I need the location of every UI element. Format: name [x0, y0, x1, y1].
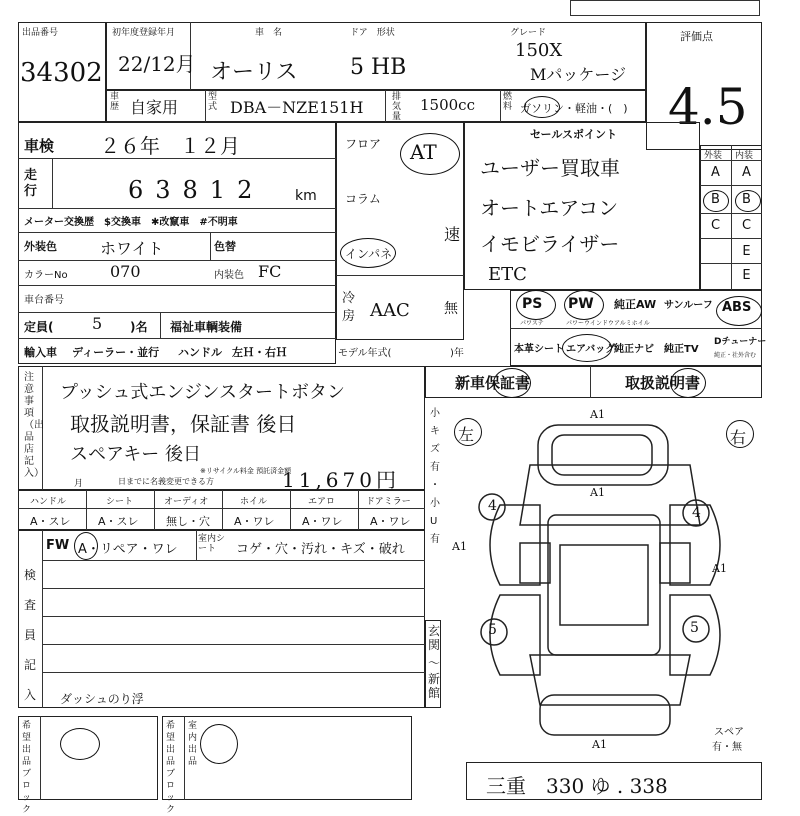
- diagram-scale: 小 キズ 有 ・ 小 U 有: [430, 408, 440, 545]
- fw-circle: [74, 532, 98, 560]
- grade-line1: 150X: [515, 40, 563, 61]
- doors-label: ドア 形状: [350, 28, 395, 38]
- damage-mark-right: A1: [712, 562, 727, 575]
- grade-line2: Mパッケージ: [530, 65, 627, 84]
- grade-ext-a: A: [711, 165, 720, 180]
- equip-pw-circle: [564, 290, 604, 320]
- equip-ps-circle: [516, 290, 556, 320]
- hope-label-1: 希望出品ブロック: [22, 721, 32, 815]
- equip-airbag-circle: [562, 334, 612, 362]
- handle-label: ハンドル: [178, 346, 222, 359]
- car-hood-top: [538, 425, 668, 485]
- at-value: AT: [410, 140, 437, 164]
- interior-seat-value: コゲ・穴・汚れ・キズ・破れ: [236, 542, 405, 557]
- car-hood: [520, 465, 700, 525]
- mileage-label: 走行: [24, 168, 38, 199]
- mileage-unit: km: [295, 188, 317, 204]
- wheel-mark-fl: 4: [488, 498, 497, 514]
- cond-value-aero: A・ワレ: [302, 515, 343, 528]
- shaken-label: 車検: [24, 137, 55, 155]
- fuel-label: 燃料: [503, 92, 513, 112]
- reg-year: 22/12月: [118, 52, 196, 76]
- welfare-label: 福祉車輌装備: [170, 320, 243, 334]
- capacity-value: 5: [92, 314, 103, 333]
- score-label: 評価点: [680, 30, 713, 43]
- diagram-right-label: 右: [730, 428, 747, 447]
- shift-floor: フロア: [345, 137, 382, 151]
- cond-header-seat: シート: [106, 497, 134, 507]
- equip-tuner-sub: 純正・社外含む: [714, 352, 757, 359]
- selling-point-4: ETC: [488, 264, 527, 285]
- model-label: 車 名: [255, 28, 283, 38]
- equip-aw: 純正AW: [614, 298, 657, 311]
- model-name: オーリス: [210, 60, 298, 85]
- cond-value-handle: A・スレ: [30, 515, 71, 528]
- to-label: ～: [428, 656, 441, 670]
- cond-header-wheel: ホイル: [240, 497, 268, 507]
- manual-circle: [670, 368, 706, 398]
- at-circle: [400, 133, 460, 175]
- equip-abs-circle: [716, 296, 762, 326]
- note-line-2: 取扱説明書，保証書 後日: [70, 412, 297, 436]
- notes-month-label: 月: [74, 479, 84, 489]
- car-right-door: [660, 543, 690, 583]
- manual: 取扱説明書: [625, 374, 701, 392]
- equip-tv: 純正TV: [664, 344, 699, 355]
- mileage-value: 63812: [128, 176, 265, 204]
- grades-header-interior: 内装: [735, 151, 754, 161]
- capacity-suffix: )名: [130, 320, 148, 334]
- equip-ps-sub: パワステ: [520, 320, 544, 327]
- diagram-left-label: 左: [458, 425, 475, 444]
- wheel-mark-rr: 5: [690, 620, 699, 636]
- grade-ext-c: C: [710, 218, 721, 233]
- import-label: 輸入車: [24, 346, 57, 359]
- reg-year-label: 初年度登録年月: [112, 28, 176, 38]
- doors-shape: 5 HB: [350, 55, 407, 80]
- car-trunk: [530, 655, 690, 705]
- car-roof: [548, 515, 660, 655]
- exterior-value: ホワイト: [100, 239, 164, 258]
- wheel-mark-fr: 4: [692, 505, 701, 521]
- selling-point-3: イモビライザー: [480, 232, 620, 256]
- equip-abs: ABS: [722, 300, 752, 315]
- wheel-mark-rl: 5: [488, 622, 497, 638]
- grade-label: グレード: [510, 28, 547, 38]
- ac-label: 冷房: [342, 291, 356, 324]
- shaken-value: ２６年 １２月: [100, 134, 240, 158]
- lot-number-label: 出品番号: [22, 28, 59, 38]
- color-no-label: カラーNo: [24, 270, 68, 281]
- entrance-label: 玄関: [428, 624, 441, 652]
- inpane-circle: [340, 238, 396, 268]
- notes-label: 注意事項（出品店記入）: [24, 372, 44, 479]
- fw-label: FW: [46, 538, 70, 553]
- capacity-label: 定員(: [24, 320, 54, 334]
- equip-pw: PW: [568, 296, 594, 312]
- grade-ext-b: B: [711, 192, 720, 207]
- equip-leather: 本革シート: [514, 344, 564, 355]
- equip-ps: PS: [522, 296, 543, 312]
- grade-int-a: A: [742, 165, 751, 180]
- plate-number: 三重 330 ゆ . 338: [486, 774, 668, 798]
- fuel-value: ガソリン・軽油・( ): [520, 102, 628, 115]
- grade-int-e: E: [742, 268, 751, 283]
- cond-header-handle: ハンドル: [30, 497, 67, 507]
- hope-label-2: 希望出品ブロック: [166, 721, 176, 815]
- selling-point-1: ユーザー買取車: [480, 156, 620, 180]
- shift-column: コラム: [345, 192, 381, 206]
- car-rear-bumper: [540, 695, 670, 735]
- color-no-value: 070: [110, 262, 141, 281]
- chassis-label: 車台番号: [24, 295, 64, 306]
- damage-mark-hood: A1: [590, 486, 605, 499]
- displacement-label: 排気量: [392, 92, 402, 122]
- fuel-circle: [524, 96, 560, 118]
- interior-value: FC: [258, 262, 282, 281]
- warranty-circle: [493, 368, 531, 398]
- exterior-label: 外装色: [24, 240, 57, 253]
- cond-value-mirror: A・ワレ: [370, 515, 411, 528]
- displacement-value: 1500cc: [420, 96, 475, 114]
- car-left-front: [490, 505, 540, 585]
- grade-ext-b-circle: [703, 190, 729, 212]
- fw-value: A・リペア・ワレ: [78, 542, 178, 557]
- damage-mark-front: A1: [590, 408, 605, 421]
- history-value: 自家用: [130, 98, 179, 117]
- selling-point-2: オートエアコン: [480, 196, 619, 220]
- car-left-door: [520, 543, 550, 583]
- cond-value-audio: 無し・穴: [166, 515, 210, 528]
- hope-circle-2: [200, 724, 238, 764]
- inspector-side-label: 検査員記入: [24, 568, 37, 702]
- handle-value: 左Ｈ・右Ｈ: [232, 346, 287, 359]
- cond-value-wheel: A・ワレ: [234, 515, 275, 528]
- type-label: 型式: [208, 92, 218, 112]
- new-building-label: 新館: [428, 672, 441, 700]
- spare-value: 有・無: [712, 742, 742, 753]
- interior-label: 内装色: [214, 270, 244, 281]
- car-diagram: [460, 405, 760, 750]
- dealer-label: ディーラー・並行: [72, 346, 160, 359]
- inspector-note: ダッシュのり浮: [60, 692, 144, 706]
- car-left-rear: [490, 595, 540, 675]
- lot-number: 34302: [20, 58, 103, 88]
- note-line-1: プッシュ式エンジンスタートボタン: [60, 382, 345, 403]
- grades-header-exterior: 外装: [704, 151, 723, 161]
- new-car-warranty: 新車保証書: [455, 374, 531, 392]
- grade-int-b: B: [742, 192, 751, 207]
- top-checkbox-strip: [570, 0, 760, 16]
- equip-tuner: Dチューナー: [714, 337, 767, 347]
- damage-mark-left: A1: [452, 540, 467, 553]
- equip-sunroof: サンルーフ: [664, 300, 713, 311]
- model-year-suffix: )年: [450, 348, 464, 359]
- equip-aw-sub: アルミホイル: [614, 320, 650, 327]
- cond-header-mirror: ドアミラー: [366, 497, 411, 507]
- hope-circle-1: [60, 728, 100, 760]
- room-label: 室内出品: [188, 721, 198, 767]
- meter-row: メーター交換歴 $交換車 ✱改竄車 #不明車: [24, 217, 238, 228]
- grade-int-b-circle: [735, 190, 761, 212]
- spare-label: スペア: [714, 727, 744, 738]
- cond-header-aero: エアロ: [308, 497, 336, 507]
- score-value: 4.5: [668, 78, 748, 136]
- type-value: DBA－NZE151H: [230, 98, 364, 117]
- ac-value: AAC: [370, 300, 410, 321]
- equip-navi: 純正ナビ: [614, 344, 654, 355]
- recycle-label: ※リサイクル料金 預託済金額: [200, 467, 292, 475]
- speed-label: 速: [444, 225, 461, 244]
- selling-points-title: セールスポイント: [530, 128, 618, 141]
- recycle-amount: 11,670円: [282, 468, 400, 492]
- color-change-label: 色替: [214, 240, 236, 253]
- shift-inpane: インパネ: [345, 247, 393, 261]
- grade-int-d: E: [742, 244, 751, 259]
- equip-airbag: エアバッグ: [566, 344, 616, 355]
- cond-header-audio: オーディオ: [164, 497, 209, 507]
- notes-date-note: 日までに名義変更できる方: [118, 477, 214, 486]
- ac-none-label: 無: [444, 301, 458, 317]
- interior-seat-label: 室内シート: [198, 534, 226, 554]
- damage-mark-rear: A1: [592, 738, 607, 751]
- note-line-3: スペアキー 後日: [70, 444, 202, 465]
- grade-int-c: C: [741, 218, 752, 233]
- cond-value-seat: A・スレ: [98, 515, 139, 528]
- model-year-label: モデル年式(: [338, 348, 392, 359]
- equip-pw-sub: パワーウインドウ: [566, 320, 614, 327]
- history-label: 車歴: [110, 92, 120, 112]
